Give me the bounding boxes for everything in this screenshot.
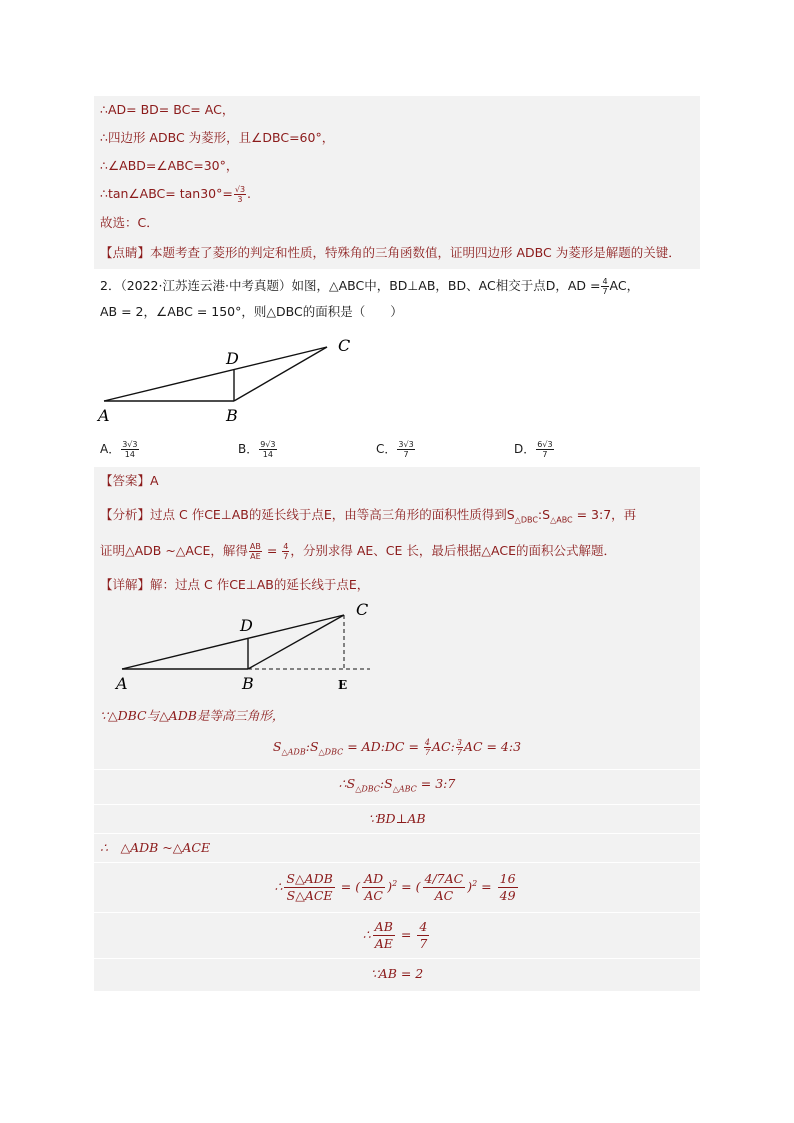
answer-line xyxy=(94,467,700,495)
question-text: 2．（2022·江苏连云港·中考真题）如图，△ABC中，BD⊥AB，BD、AC相交于点D，AD = $\frac{4}{7}$ AC， AB = 2，∠ABC = 150°，则△DBC的面积是（ ） xyxy=(100,277,640,319)
label-b: B xyxy=(226,406,238,425)
equation-line: ∴ $\frac{\text{S△ADB}}{\text{S△ACE}}$ = ( $\frac{AD}{AC}$ )$^2$ = ( $\frac{4/7AC}{AC}$ )$^2$ = $\frac{16}{49}$ xyxy=(94,863,700,913)
step-line: ∴AD= BD= BC= AC， xyxy=(100,102,235,117)
label-e: E xyxy=(338,677,348,692)
step-line: ∴ △ADB ~△ACE xyxy=(94,834,700,863)
remark-line: 【点睛】本题考查了菱形的判定和性质，特殊角的三角函数值，证明四边形 ADBC 为菱形是解题的关键． xyxy=(100,245,681,260)
equation-line: $\therefore S_{\triangle DBC}:S_{\triangle ABC}$ = 3:7 xyxy=(94,770,700,805)
remark-tag: 【点睛】 xyxy=(100,245,151,260)
choice-a[interactable]: A． $\frac{3√3}{14}$ xyxy=(100,440,138,459)
triangle-figure-extended xyxy=(108,599,408,699)
equation-line: ∵AB = 2 xyxy=(370,965,424,981)
label-b: B xyxy=(242,673,254,693)
equation-line: ∴ $\frac{AB}{AE}$ = $\frac{4}{7}$ xyxy=(94,913,700,959)
label-d: D xyxy=(240,615,253,635)
fraction: $\frac{√3}{3}$ xyxy=(234,185,246,204)
answer-tag: 【答案】 xyxy=(100,473,151,488)
fraction: $\frac{4}{7}$ xyxy=(602,277,608,296)
conclusion-line: 故选：C． xyxy=(100,215,159,230)
choices xyxy=(94,432,700,467)
choice-b[interactable]: B． $\frac{9√3}{14}$ xyxy=(238,440,276,459)
detail-line: 【详解】解：过点 C 作CE⊥AB的延长线于点E， xyxy=(100,576,370,592)
label-c: C xyxy=(356,599,369,619)
solution-block xyxy=(94,467,700,991)
step-line: ∴∠ABD=∠ABC=30°， xyxy=(100,158,239,173)
equation-line: ∵BD⊥AB xyxy=(94,805,700,834)
analysis-tag: 【分析】 xyxy=(100,507,151,522)
label-a: A xyxy=(116,673,128,693)
analysis-line: 【分析】过点 C 作CE⊥AB的延长线于点E，由等高三角形的面积性质得到$S_{\triangle DBC}:S_{\triangle ABC}$ = 3:7，再 证明△ADB ~△ACE，解得 $\frac{AB}{AE}$ = $\frac{4}{7}$ ，分别求得 AE、CE 长，最后根据△ACE的面积公式解题． xyxy=(100,507,637,561)
label-c: C xyxy=(338,336,351,355)
step-line: ∵△DBC与△ADB是等高三角形， xyxy=(100,707,285,723)
label-a: A xyxy=(98,406,110,425)
solution-block-top xyxy=(94,96,700,269)
step-line: ∴tan∠ABC= tan30°= $\frac{√3}{3}$ . xyxy=(100,185,252,204)
equation-line: $S_{\triangle ADB}:S_{\triangle DBC}$ = AD:DC = $\frac{4}{7}$ AC: $\frac{3}{7}$ AC = 4:3 xyxy=(94,730,700,771)
step-line: ∴四边形 ADBC 为菱形，且∠DBC=60°， xyxy=(100,130,335,145)
document-page xyxy=(94,96,700,991)
label-d: D xyxy=(226,349,239,368)
detail-tag: 【详解】 xyxy=(100,576,151,592)
answer-value: A xyxy=(150,473,159,488)
choice-c[interactable]: C． $\frac{3√3}{7}$ xyxy=(376,440,414,459)
choice-d[interactable]: D． $\frac{6√3}{7}$ xyxy=(514,440,553,459)
triangle-figure xyxy=(94,333,364,428)
